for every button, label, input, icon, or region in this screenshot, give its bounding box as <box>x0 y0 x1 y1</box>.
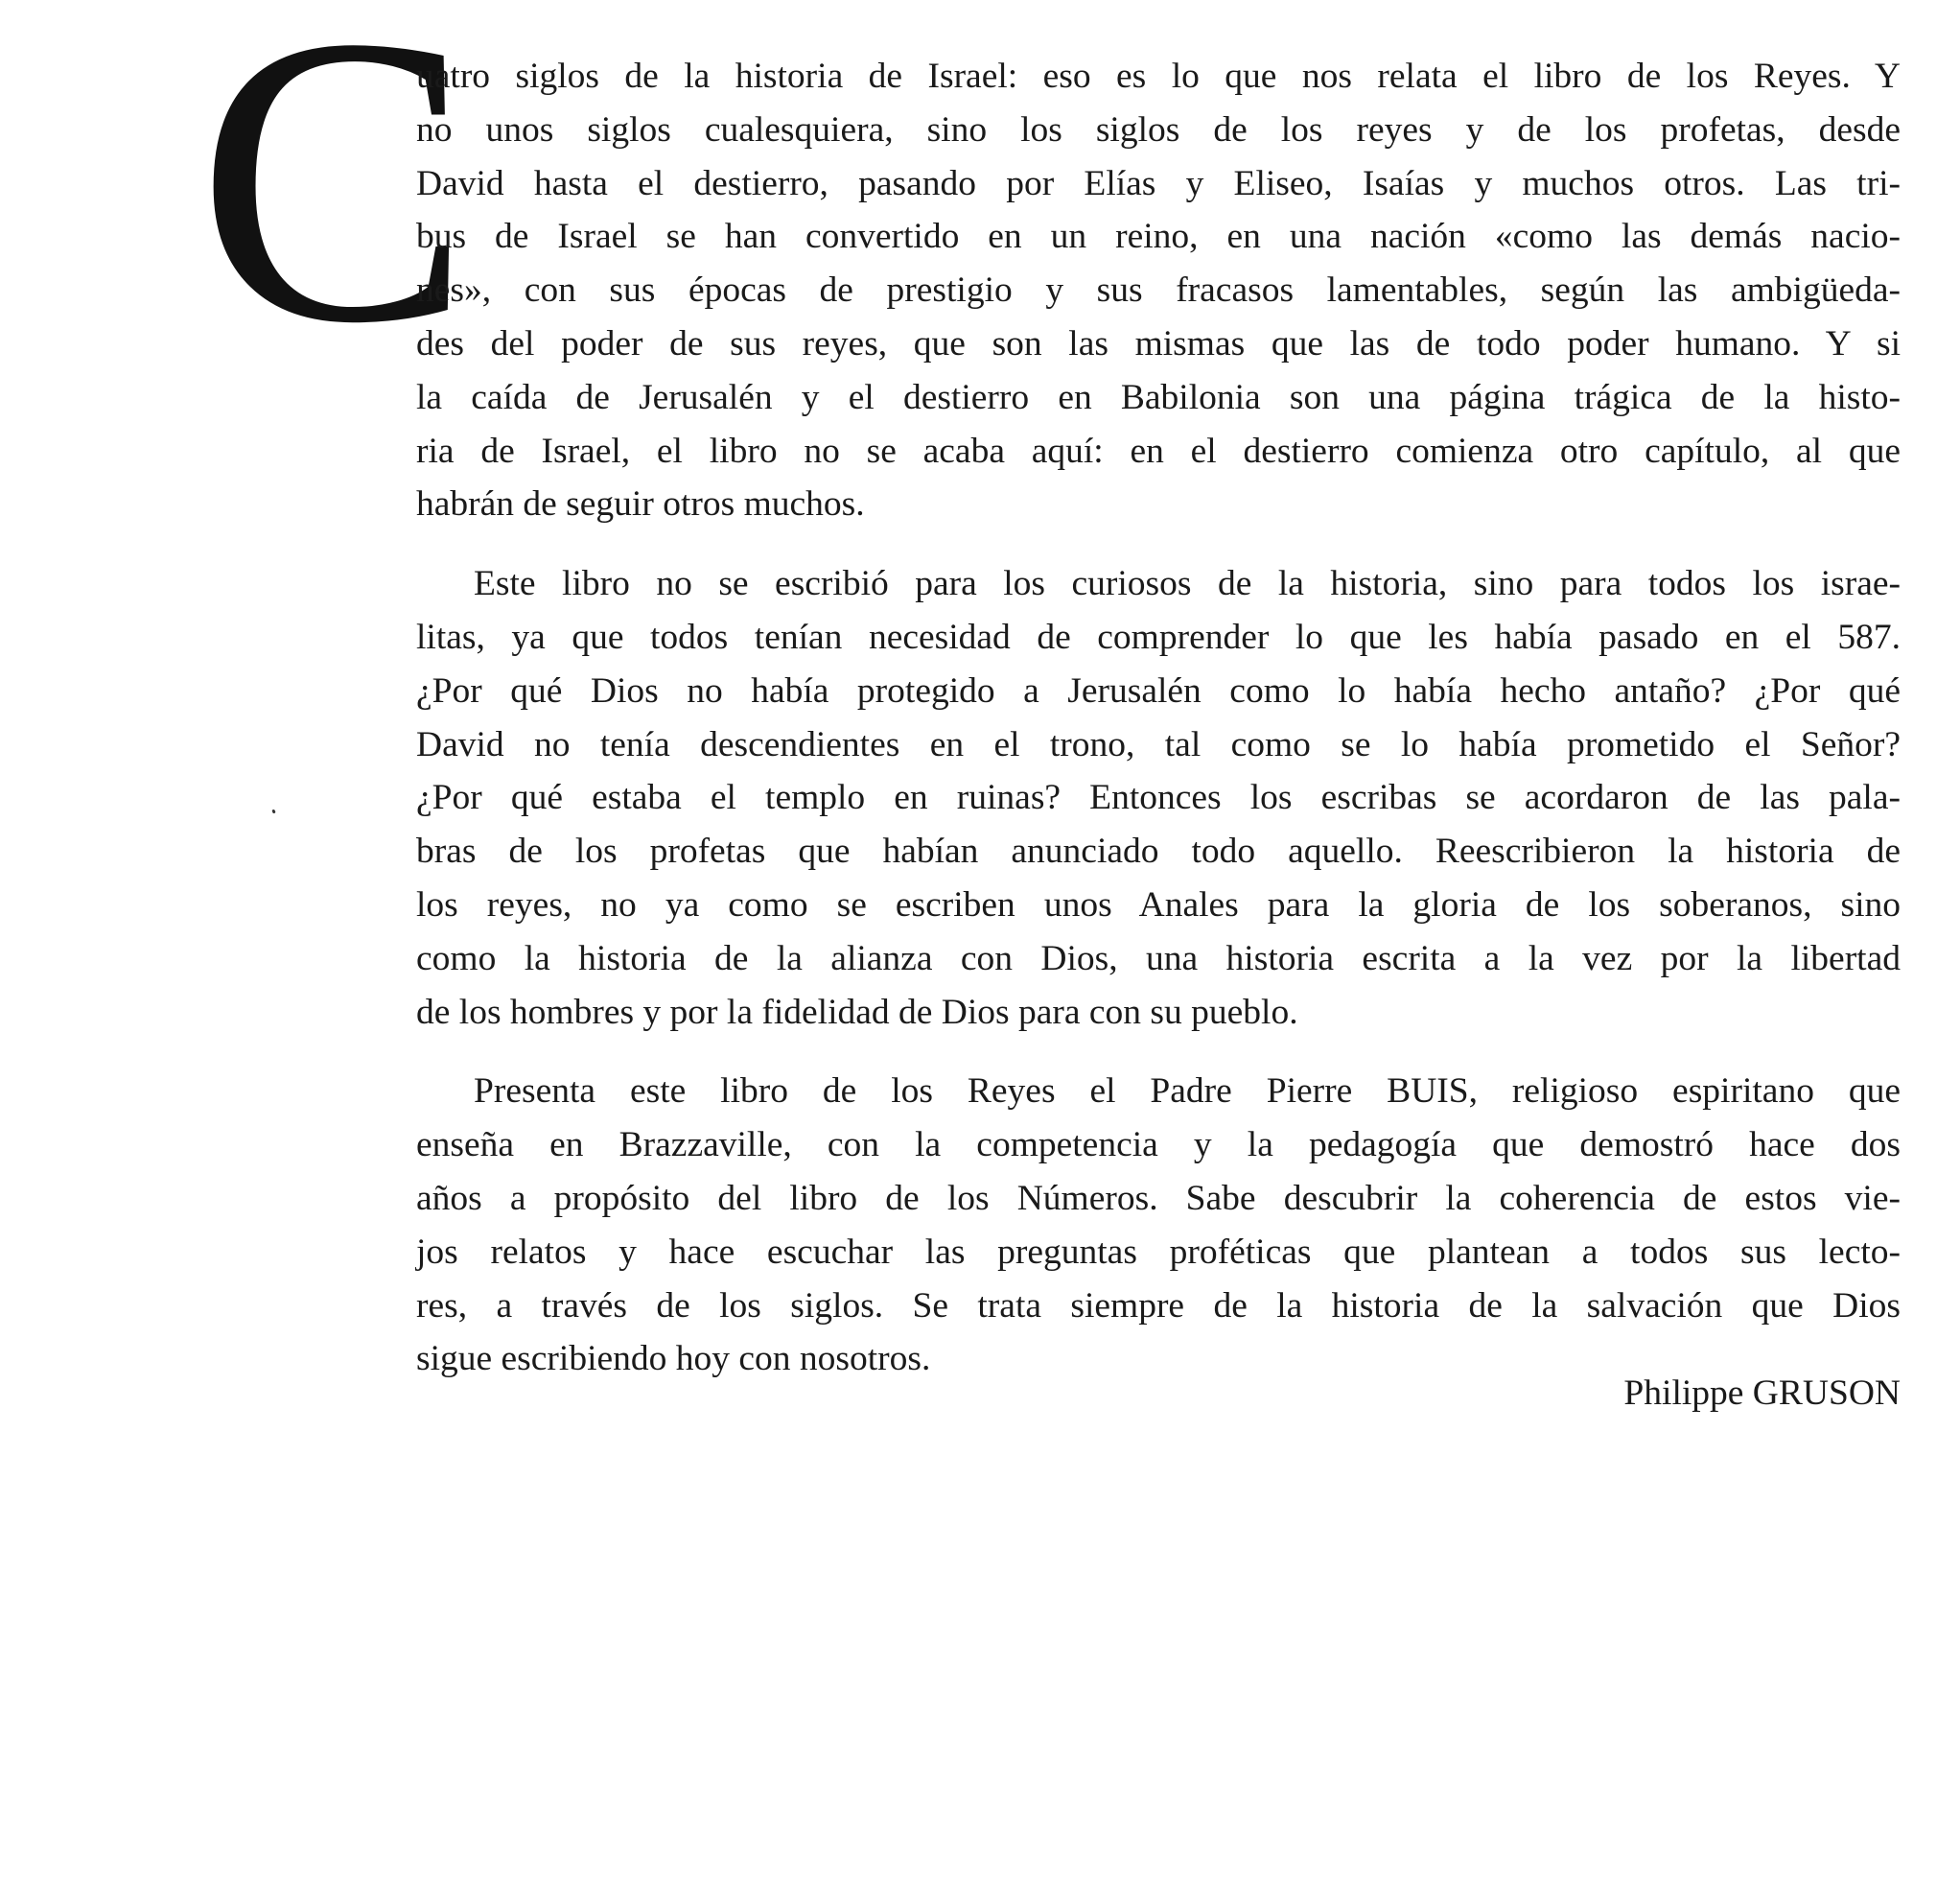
body-text <box>416 50 1901 1386</box>
text-line: uatro siglos de la historia de Israel: eso es lo que nos relata el libro de los Reyes. Y <box>416 57 1901 96</box>
stray-ink-mark <box>271 810 275 814</box>
text-line: David no tenía descendientes en el trono, tal como se lo había prometido el Señor? <box>416 724 1901 764</box>
text-line: habrán de seguir otros muchos. <box>416 484 865 525</box>
drop-cap-letter: C <box>197 0 472 409</box>
paragraph-1 <box>416 50 1901 531</box>
text-line: años a propósito del libro de los Números. Sabe descubrir la coherencia de estos vie- <box>416 1178 1901 1218</box>
text-line: como la historia de la alianza con Dios, una historia escrita a la vez por la libertad <box>416 938 1901 978</box>
text-line: sigue escribiendo hoy con nosotros. <box>416 1339 931 1379</box>
text-line: litas, ya que todos tenían necesidad de comprender lo que les había pasado en el 587. <box>416 617 1901 657</box>
text-line: bus de Israel se han convertido en un reino, en una nación «como las demás nacio- <box>416 217 1901 257</box>
author-signature: Philippe GRUSON <box>1623 1373 1901 1413</box>
text-line: la caída de Jerusalén y el destierro en Babilonia son una página trágica de la histo- <box>416 377 1901 417</box>
text-line: David hasta el destierro, pasando por Elías y Eliseo, Isaías y muchos otros. Las tri- <box>416 163 1901 203</box>
text-line: los reyes, no ya como se escriben unos Anales para la gloria de los soberanos, sino <box>416 884 1901 925</box>
text-line: res, a través de los siglos. Se trata siempre de la historia de la salvación que Dios <box>416 1285 1901 1326</box>
text-line: no unos siglos cualesquiera, sino los siglos de los reyes y de los profetas, desde <box>416 109 1901 150</box>
text-line: bras de los profetas que habían anunciado todo aquello. Reescribieron la historia de <box>416 832 1901 872</box>
text-line: jos relatos y hace escuchar las preguntas proféticas que plantean a todos sus lecto- <box>416 1232 1901 1272</box>
text-line: Este libro no se escribió para los curiosos de la historia, sino para todos los israe- <box>474 564 1901 604</box>
text-line: nes», con sus épocas de prestigio y sus fracasos lamentables, según las ambigüeda- <box>416 270 1901 311</box>
text-line: Presenta este libro de los Reyes el Padre Pierre BUIS, religioso espiritano que <box>474 1071 1901 1112</box>
text-line: ¿Por qué estaba el templo en ruinas? Entonces los escribas se acordaron de las pala- <box>416 778 1901 818</box>
text-line: enseña en Brazzaville, con la competencia y la pedagogía que demostró hace dos <box>416 1125 1901 1165</box>
text-line: ¿Por qué Dios no había protegido a Jerusalén como lo había hecho antaño? ¿Por qué <box>416 670 1901 711</box>
text-line: de los hombres y por la fidelidad de Dios para con su pueblo. <box>416 992 1298 1032</box>
text-line: des del poder de sus reyes, que son las mismas que las de todo poder humano. Y si <box>416 323 1901 364</box>
paragraph-3 <box>416 1065 1901 1386</box>
text-line: ria de Israel, el libro no se acaba aquí: en el destierro comienza otro capítulo, al que <box>416 431 1901 471</box>
paragraph-2 <box>416 557 1901 1039</box>
